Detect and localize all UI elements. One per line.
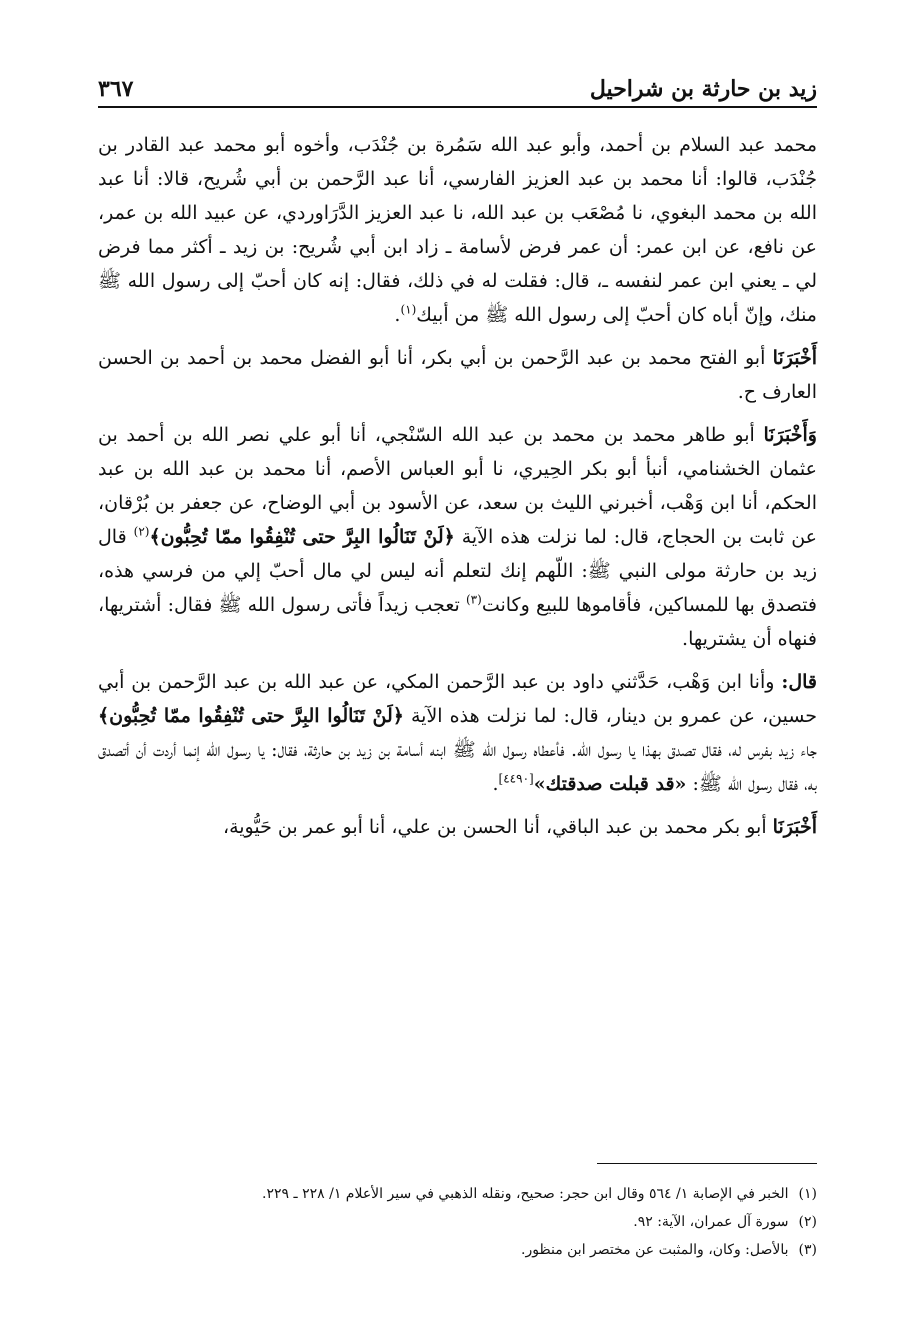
paragraph-text: جاء زيد بفرس له، فقال تصدق بهذا يا رسول الله. فأعطاه رسول الله ﷺ ابنه أسامة بن زيد بن حارثة، فقال: يا رسول الله إنما أردت أن أتصدق به، فقال رسول الله ﷺ: [98, 739, 817, 795]
paragraph-lead: قال: [781, 671, 818, 693]
paragraph-4 [98, 665, 817, 801]
footnote-item [98, 1208, 817, 1236]
paragraph-text: محمد عبد السلام بن أحمد، وأبو عبد الله سَمُرة بن جُنْدَب، وأخوه أبو محمد عبد القادر بن جُنْدَب، قالوا: أنا محمد بن عبد العزيز الفارسي، أنا عبد الرَّحمن بن أبي شُريح، قالا: أنا عبد الله بن محمد البغوي، نا مُصْعَب بن عبد الله، نا عبد العزيز الدَّرَاوردي، عن عبيد الله بن عمر، عن نافع، عن ابن عمر: أن عمر فرض لأسامة ـ زاد ابن أبي شُريح: بن زيد ـ أكثر مما فرض لي ـ يعني ابن عمر لنفسه ـ، قال: فقلت له في ذلك، فقال: إنه كان أحبّ إلى رسول الله ﷺ منك، وإنّ أباه كان أحبّ إلى رسول الله ﷺ من أبيك [98, 134, 817, 326]
paragraph-text: تعجب زيداً فأتى رسول الله ﷺ فقال: أشتريها، فنهاه أن يشتريها. [98, 594, 817, 650]
quran-verse: ﴿لَنْ تَنَالُوا البِرَّ حتى تُنْفِقُوا ممّا تُحِبُّون﴾ [98, 705, 404, 727]
hadith-ref: [٤٤٩٠] [498, 771, 534, 786]
footnote-ref: (٣) [465, 592, 482, 607]
footnote-text: الخبر في الإصابة ١/ ٥٦٤ وقال ابن حجر: صحيح، ونقله الذهبي في سير الأعلام ١/ ٢٢٨ ـ ٢٢٩. [262, 1186, 789, 1202]
footnote-text: سورة آل عمران، الآية: ٩٢. [633, 1214, 789, 1230]
quran-verse: ﴿لَنْ تَنَالُوا البِرَّ حتى تُنْفِقُوا ممّا تُحِبُّون﴾ [149, 526, 455, 548]
footnote-ref: (١) [400, 302, 417, 317]
footnote-number: (١) [798, 1186, 817, 1202]
footnote-divider [597, 1163, 817, 1164]
footnote-number: (٢) [798, 1214, 817, 1230]
paragraph-text: أبو بكر محمد بن عبد الباقي، أنا الحسن بن علي، أنا أبو عمر بن حَيُّوية، [222, 816, 767, 838]
paragraph-text: وأنا ابن وَهْب، حَدَّثني داود بن عبد الرَّحمن المكي، عن عبد الله بن عبد الرَّحمن بن أبي حسين، عن عمرو بن دينار، قال: لما نزلت هذه الآية [98, 671, 818, 727]
paragraph-lead: أَخْبَرَنَا [772, 347, 817, 369]
paragraph-text: أبو الفتح محمد بن عبد الرَّحمن بن أبي بكر، أنا أبو الفضل محمد بن أحمد بن الحسن العارف ح. [98, 347, 817, 403]
paragraph-text: قال زيد بن حارثة مولى النبي ﷺ: اللّهم إنك لتعلم أنه ليس لي مال أحبّ إلي من فرسي هذه، فتصدق بها للمساكين، فأقاموها للبيع وكانت [98, 526, 817, 616]
paragraph-3 [98, 418, 817, 656]
page-number: ٣٦٧ [98, 76, 134, 102]
paragraph-tail: . [394, 304, 401, 326]
paragraph-lead: أَخْبَرَنَا [772, 816, 817, 838]
paragraph-lead: وَأَخْبَرَنَا [763, 424, 817, 446]
footnotes [98, 1180, 817, 1264]
footnote-number: (٣) [798, 1242, 817, 1258]
paragraph-1 [98, 128, 817, 332]
page-header [98, 62, 817, 108]
paragraph-2 [98, 341, 817, 409]
paragraph-tail: . [492, 773, 499, 795]
paragraph-5 [98, 810, 817, 844]
paragraph-text: أبو طاهر محمد بن محمد بن عبد الله السّنْجي، أنا أبو علي نصر الله بن أحمد بن عثمان الخشنامي، أنبأ أبو بكر الحِيري، نا أبو العباس الأصم، أنا محمد بن عبد الله بن عبد الحكم، أنا ابن وَهْب، أخبرني الليث بن سعد، عن الأسود بن أبي الوضاح، عن جعفر بن بُرْقان، عن ثابت بن الحجاج، قال: لما نزلت هذه الآية [98, 424, 818, 548]
footnote-ref: (٢) [133, 524, 150, 539]
running-title: زيد بن حارثة بن شراحيل [589, 76, 817, 102]
footnote-text: بالأصل: وكان، والمثبت عن مختصر ابن منظور. [521, 1242, 789, 1258]
footnote-item [98, 1180, 817, 1208]
body-text [98, 128, 817, 853]
footnote-item [98, 1236, 817, 1264]
hadith-quote: «قد قبلت صدقتك» [533, 773, 687, 795]
